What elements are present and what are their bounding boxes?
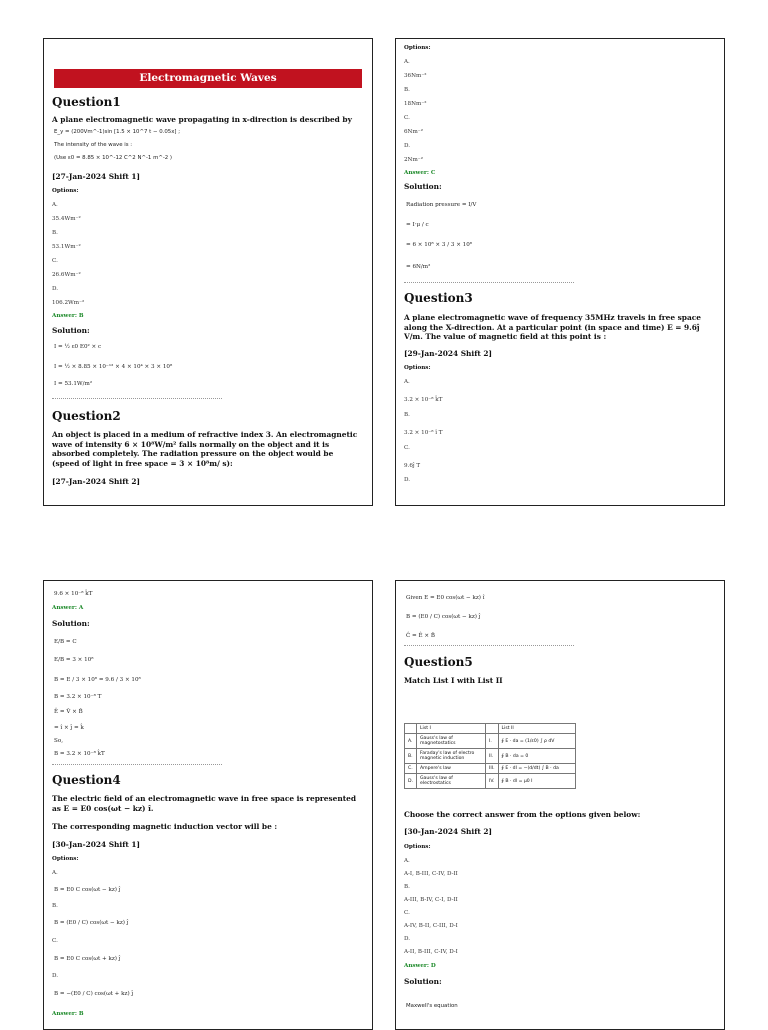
solution-label: Solution: — [404, 182, 442, 191]
option-b-label-2: B. — [404, 412, 410, 418]
solution-line-3: B = E / 3 × 10⁸ = 9.6 / 3 × 10⁸ — [54, 677, 141, 683]
option-b-value-2: 3.2 × 10⁻⁸ î T — [404, 430, 443, 436]
option-c-value: 26.6Wm⁻² — [52, 272, 81, 278]
option-c-value: 6Nm⁻² — [404, 129, 423, 135]
question-1-title: Question1 — [52, 95, 121, 109]
option-d-label: D. — [52, 973, 59, 979]
row-right: ∮ B · da = 0 — [498, 749, 575, 764]
row-key: B. — [405, 749, 417, 764]
option-b-value: 53.1Wm⁻² — [52, 244, 81, 250]
page-3 — [43, 580, 373, 1030]
option-d-label: D. — [404, 143, 411, 149]
option-a-value: A-I, B-III, C-IV, D-II — [404, 871, 458, 877]
row-key: A. — [405, 734, 417, 749]
option-b-label: B. — [404, 87, 410, 93]
page-2 — [395, 38, 725, 506]
solution-line-7: So, — [54, 738, 63, 744]
question-2-text: An object is placed in a medium of refractive index 3. An electromagnetic wave of intensity 6 × 10⁸W/m² falls normally on the object and it is absorbed completely. The radiation pressure on the object would be (speed of light in free space = 3 × 10⁸m/ s): — [52, 430, 358, 468]
question-3-text: A plane electromagnetic wave of frequency 35MHz travels in free space along the X-direction. At a particular point (in space and time) E = 9.6ĵ V/m. The value of magnetic field at this point is : — [404, 313, 701, 342]
separator — [404, 282, 574, 283]
solution-line-1: Radiation pressure = I/V — [406, 202, 477, 208]
list-2-header: List II — [498, 724, 575, 734]
question-5-ref: [30-Jan-2024 Shift 2] — [404, 827, 493, 836]
option-c-label: C. — [404, 115, 410, 121]
question-1-equation: E_y = (200Vm^-1)sin [1.5 × 10^7 t − 0.05x] ; — [54, 129, 181, 135]
row-left: Faraday's law of electro magnetic induction — [417, 749, 486, 764]
option-c-label-2: C. — [404, 445, 410, 451]
row-right: ∮ E · dl = −(d/dt) ∫ B · da — [498, 764, 575, 774]
answer: Answer: B — [52, 313, 84, 319]
option-d-label-2: D. — [404, 477, 411, 483]
option-a-value: 35.4Wm⁻² — [52, 216, 81, 222]
solution-line-3: I = 53.1W/m² — [54, 381, 93, 387]
row-num: III. — [486, 764, 499, 774]
solution-line-1: E/B = C — [54, 639, 77, 645]
question-4-text: The electric field of an electromagnetic wave in free space is represented as E = E0 cos(ωt − kz) î. — [52, 794, 357, 813]
option-b-value: 18Nm⁻² — [404, 101, 427, 107]
answer: Answer: D — [404, 963, 436, 969]
question-2-title: Question2 — [52, 409, 121, 423]
option-a-label-2: A. — [404, 379, 410, 385]
row-num: I. — [486, 734, 499, 749]
separator — [52, 398, 222, 399]
row-right: ∮ B · dl = μ0 I — [498, 774, 575, 789]
options-label: Options: — [404, 844, 431, 850]
option-a-value: 36Nm⁻² — [404, 73, 427, 79]
option-a-value: B = E0 C cos(ωt − kz) ĵ — [54, 887, 121, 893]
chapter-banner: Electromagnetic Waves — [54, 69, 362, 88]
separator — [404, 645, 574, 646]
option-b-value: A-III, B-IV, C-I, D-II — [404, 897, 458, 903]
option-d-label: D. — [404, 936, 411, 942]
separator — [52, 764, 222, 765]
question-1-ref: [27-Jan-2024 Shift 1] — [52, 172, 141, 181]
table-row — [405, 734, 576, 749]
question-2-ref: [27-Jan-2024 Shift 2] — [52, 477, 141, 486]
option-d-label: D. — [52, 286, 59, 292]
option-a-label: A. — [404, 858, 410, 864]
options-label: Options: — [52, 856, 79, 862]
question-4-ref: [30-Jan-2024 Shift 1] — [52, 840, 141, 849]
option-b-label: B. — [404, 884, 410, 890]
option-c-label: C. — [52, 938, 58, 944]
solution-line-1: I = ½ ε0 E0² × c — [54, 344, 102, 350]
option-b-label: B. — [52, 230, 58, 236]
option-c-label: C. — [52, 258, 58, 264]
question-1-subtext: The intensity of the wave is : — [54, 142, 133, 148]
option-c-value-2: 9.6ĵ T — [404, 463, 421, 469]
row-right: ∮ E · da = (1/ε0) ∫ ρ dV — [498, 734, 575, 749]
question-4-subtext: The corresponding magnetic induction vector will be : — [52, 822, 278, 831]
option-a-value-2: 3.2 × 10⁻⁸ k̂T — [404, 397, 443, 403]
option-a-label: A. — [52, 202, 58, 208]
row-key: C. — [405, 764, 417, 774]
option-b-label: B. — [52, 903, 58, 909]
solution-line-3: = 6 × 10⁸ × 3 / 3 × 10⁸ — [406, 242, 473, 248]
page-4 — [395, 580, 725, 1030]
option-c-label: C. — [404, 910, 410, 916]
option-a-label: A. — [404, 59, 410, 65]
answer: Answer: C — [404, 170, 436, 176]
solution-line-2: = I·μ / c — [406, 222, 429, 228]
table-row — [405, 749, 576, 764]
solution-line-8: B = 3.2 × 10⁻⁸ k̂T — [54, 751, 105, 757]
solution-label: Solution: — [404, 977, 442, 986]
solution-line-3: Ĉ = Ê × B̂ — [406, 633, 435, 639]
option-b-value: B = (E0 / C) cos(ωt − kz) ĵ — [54, 920, 129, 926]
solution-label: Solution: — [52, 619, 90, 628]
answer: Answer: A — [52, 605, 84, 611]
question-1-constant: (Use ε0 = 8.85 × 10^-12 C^2 N^-1 m^-2 ) — [54, 155, 173, 161]
row-left: Gauss's law of magnetostatics — [417, 734, 486, 749]
row-key: D. — [405, 774, 417, 789]
row-num: II. — [486, 749, 499, 764]
table-row — [405, 764, 576, 774]
match-table — [404, 723, 576, 789]
solution-line-5: Ê = V̂ × B̂ — [54, 709, 83, 715]
table-header — [405, 724, 576, 734]
option-c-value: B = E0 C cos(ωt + kz) ĵ — [54, 956, 121, 962]
option-a-label: A. — [52, 870, 58, 876]
page-1 — [43, 38, 373, 506]
solution-line-4: = 6N/m² — [406, 264, 431, 270]
question-3-ref: [29-Jan-2024 Shift 2] — [404, 349, 493, 358]
solution-line-6: = î × ĵ = k̂ — [54, 725, 84, 731]
option-d-value: 106.2Wm⁻² — [52, 300, 85, 306]
answer-2: Answer: B — [52, 1011, 84, 1017]
row-left: Gauss's law of electrostatics — [417, 774, 486, 789]
solution-line-4: Maxwell's equation — [406, 1003, 458, 1009]
solution-line-1: Given E = E0 cos(ωt − kz) î — [406, 595, 485, 601]
option-c-value: A-IV, B-II, C-III, D-I — [404, 923, 458, 929]
options-label: Options: — [404, 45, 431, 51]
solution-line-2: E/B = 3 × 10⁸ — [54, 657, 94, 663]
options-label: Options: — [52, 188, 79, 194]
option-d-value-2: B = −(E0 / C) cos(ωt + kz) ĵ — [54, 991, 134, 997]
list-1-header: List I — [417, 724, 486, 734]
option-d-value: A-II, B-III, C-IV, D-I — [404, 949, 458, 955]
row-num: IV. — [486, 774, 499, 789]
table-row — [405, 774, 576, 789]
question-5-title: Question5 — [404, 655, 473, 669]
option-d-value: 9.6 × 10⁻⁸ k̂T — [54, 591, 93, 597]
question-3-title: Question3 — [404, 291, 473, 305]
question-1-text: A plane electromagnetic wave propagating in x-direction is described by — [52, 115, 352, 124]
solution-line-2: I = ½ × 8.85 × 10⁻¹² × 4 × 10⁴ × 3 × 10⁸ — [54, 364, 173, 370]
option-d-value: 2Nm⁻² — [404, 157, 423, 163]
solution-label: Solution: — [52, 326, 90, 335]
question-4-title: Question4 — [52, 773, 121, 787]
question-5-choose: Choose the correct answer from the options given below: — [404, 810, 641, 819]
solution-line-2: B = (E0 / C) cos(ωt − kz) ĵ — [406, 614, 481, 620]
solution-line-4: B = 3.2 × 10⁻⁸ T — [54, 694, 102, 700]
row-left: Ampere's law — [417, 764, 486, 774]
question-5-text: Match List I with List II — [404, 676, 503, 685]
options-label-2: Options: — [404, 365, 431, 371]
